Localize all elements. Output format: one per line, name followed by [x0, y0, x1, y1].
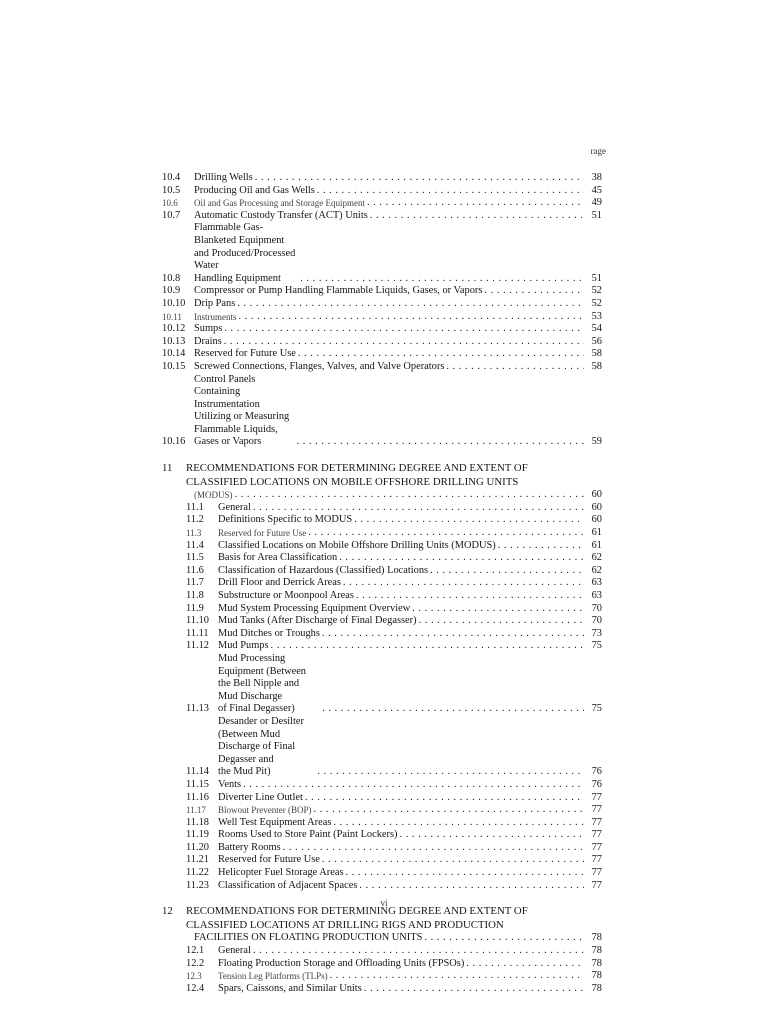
toc-entry[interactable] — [162, 311, 602, 324]
page-number: 70 — [591, 602, 602, 614]
entry-number: 10.7 — [162, 209, 181, 221]
section-12 — [162, 905, 602, 995]
table-of-contents — [162, 172, 602, 995]
section-title-line-3: (MODUS) — [194, 490, 233, 501]
page-number: 63 — [591, 577, 602, 589]
toc-entry[interactable] — [162, 653, 602, 716]
entry-title: Reserved for Future Use — [194, 348, 296, 360]
entry-number: 10.9 — [162, 285, 181, 297]
dot-leader — [317, 766, 584, 779]
entry-number: 10.4 — [162, 172, 181, 183]
entry-title: Drains — [194, 335, 222, 347]
entry-number: 11.18 — [186, 816, 209, 828]
entry-number: 11.11 — [186, 627, 209, 639]
page-number: 77 — [591, 816, 602, 828]
entry-number: 10.10 — [162, 297, 186, 309]
page-number: 78 — [591, 957, 602, 969]
page-number: 60 — [591, 501, 602, 513]
page-number: 77 — [591, 791, 602, 803]
section-title-line-2: CLASSIFIED LOCATIONS AT DRILLING RIGS AND PRODUCTION — [186, 918, 504, 931]
page-number: 60 — [591, 514, 602, 526]
dot-leader — [239, 311, 585, 324]
entry-title: Floating Production Storage and Offloading Units (FPSOs) — [218, 957, 465, 969]
entry-title: Oil and Gas Processing and Storage Equipment — [194, 198, 365, 209]
dot-leader — [346, 867, 584, 880]
dot-leader — [400, 829, 584, 842]
toc-entry[interactable] — [162, 527, 602, 540]
entry-title-line-2: the Mud Pit) — [218, 766, 271, 778]
page-number: 78 — [591, 970, 602, 982]
page-number: 76 — [591, 778, 602, 790]
entry-title: Reserved for Future Use — [218, 528, 307, 539]
page-number: 49 — [591, 197, 602, 209]
dot-leader — [430, 565, 584, 578]
toc-entry[interactable] — [162, 285, 602, 298]
dot-leader — [498, 540, 584, 553]
toc-entry[interactable] — [162, 716, 602, 779]
toc-entry[interactable] — [162, 348, 602, 361]
page-number: 77 — [591, 879, 602, 891]
toc-entry[interactable] — [162, 502, 602, 515]
dot-leader — [322, 628, 584, 641]
entry-number: 11.22 — [186, 867, 209, 879]
entry-number: 11.19 — [186, 829, 209, 841]
page-number: 58 — [591, 360, 602, 372]
page-number: 38 — [591, 172, 602, 183]
entry-title: Diverter Line Outlet — [218, 791, 303, 803]
dot-leader — [308, 527, 584, 540]
entry-number: 12.2 — [186, 957, 205, 969]
toc-entry[interactable] — [162, 628, 602, 641]
page-number: 45 — [591, 184, 602, 196]
entry-title: Producing Oil and Gas Wells — [194, 184, 315, 196]
entry-title: Spars, Caissons, and Similar Units — [218, 982, 362, 994]
toc-entry[interactable] — [162, 792, 602, 805]
dot-leader — [424, 932, 584, 945]
page-number: 60 — [591, 489, 602, 501]
entry-number: 10.5 — [162, 184, 181, 196]
entry-title-line-2: Flammable Liquids, Gases or Vapors — [194, 423, 278, 448]
entry-number: 12.1 — [186, 945, 205, 957]
dot-leader — [253, 502, 584, 515]
section-12-entries — [162, 945, 602, 995]
entry-title-line-1: Desander or Desilter (Between Mud Discharge of Final Degasser and — [218, 715, 304, 765]
entry-number: 11.2 — [186, 514, 204, 526]
page-number: 75 — [591, 640, 602, 652]
toc-entry[interactable] — [162, 514, 602, 527]
entry-number: 10.15 — [162, 360, 186, 372]
page-number: 73 — [591, 627, 602, 639]
dot-leader — [412, 603, 584, 616]
entry-number: 10.14 — [162, 348, 186, 360]
section-number: 11 — [162, 462, 173, 475]
dot-leader — [484, 285, 584, 298]
entry-number: 11.4 — [186, 539, 204, 551]
page-number: 62 — [591, 564, 602, 576]
entry-number: 11.7 — [186, 577, 204, 589]
page-number: 56 — [591, 335, 602, 347]
entry-title: General — [218, 501, 251, 513]
section-title-line-1: RECOMMENDATIONS FOR DETERMINING DEGREE AND EXTENT OF — [186, 905, 528, 918]
entry-title: General — [218, 945, 251, 957]
dot-leader — [333, 817, 584, 830]
page-number: 75 — [591, 703, 602, 715]
entry-number: 11.20 — [186, 841, 209, 853]
section-12-title-last-line[interactable] — [138, 932, 602, 945]
toc-entry[interactable] — [162, 323, 602, 336]
dot-leader — [224, 336, 584, 349]
entry-title: Rooms Used to Store Paint (Paint Lockers) — [218, 829, 398, 841]
entry-title: Well Test Equipment Areas — [218, 816, 332, 828]
page-number: 78 — [591, 945, 602, 957]
page-number: 77 — [591, 804, 602, 816]
entry-title-line-1: Control Panels Containing Instrumentation Utilizing or Measuring — [194, 373, 290, 423]
entry-title: Helicopter Fuel Storage Areas — [218, 867, 344, 879]
entry-number: 12.3 — [186, 971, 202, 982]
toc-entry[interactable] — [162, 172, 602, 185]
entry-number: 11.17 — [186, 805, 206, 816]
page-number: 78 — [591, 982, 602, 994]
page-number: 52 — [591, 285, 602, 297]
entry-number: 11.14 — [186, 766, 209, 778]
page-header-label: rage — [590, 146, 606, 156]
toc-entry[interactable] — [162, 983, 602, 996]
toc-entry[interactable] — [162, 880, 602, 893]
page-number: 62 — [591, 552, 602, 564]
toc-entry[interactable] — [162, 565, 602, 578]
entry-title-line-1: Flammable Gas-Blanketed Equipment and Produced/Processed Water — [194, 222, 296, 272]
dot-leader — [314, 804, 585, 817]
entry-title: Mud Tanks (After Discharge of Final Degasser) — [218, 615, 417, 627]
page-number: 77 — [591, 841, 602, 853]
toc-entry[interactable] — [162, 197, 602, 210]
entry-title: Tension Leg Platforms (TLPs) — [218, 971, 328, 982]
entry-number: 10.8 — [162, 272, 181, 284]
dot-leader — [359, 880, 584, 893]
dot-leader — [243, 779, 584, 792]
section-11-title-last-line[interactable] — [138, 489, 602, 502]
section-11 — [162, 462, 602, 892]
toc-entry[interactable] — [162, 970, 602, 983]
dot-leader — [322, 854, 584, 867]
entry-title: Reserved for Future Use — [218, 854, 320, 866]
page-number: 54 — [591, 323, 602, 335]
dot-leader — [367, 197, 584, 210]
entry-title: Basis for Area Classification — [218, 552, 338, 564]
toc-entry[interactable] — [162, 552, 602, 565]
dot-leader — [300, 273, 584, 286]
entry-title-line-2: Handling Equipment — [194, 272, 281, 284]
entry-title: Screwed Connections, Flanges, Valves, and Valve Operators — [194, 360, 445, 372]
entry-title: Battery Rooms — [218, 841, 281, 853]
dot-leader — [235, 489, 584, 502]
entry-title: Compressor or Pump Handling Flammable Liquids, Gases, or Vapors — [194, 285, 483, 297]
entry-title: Drilling Wells — [194, 172, 253, 183]
dot-leader — [354, 514, 584, 527]
dot-leader — [253, 945, 584, 958]
dot-leader — [343, 577, 584, 590]
entry-title: Mud System Processing Equipment Overview — [218, 602, 411, 614]
dot-leader — [356, 590, 584, 603]
entry-number: 11.12 — [186, 640, 209, 652]
entry-number: 11.13 — [186, 703, 209, 715]
entry-number: 11.9 — [186, 602, 204, 614]
page-number: 76 — [591, 766, 602, 778]
section-title-line-3: FACILITIES ON FLOATING PRODUCTION UNITS — [194, 932, 423, 944]
entry-title: Instruments — [194, 311, 237, 322]
page-number: 51 — [591, 272, 602, 284]
page-footer-number: vi — [380, 898, 388, 908]
page-number: 58 — [591, 348, 602, 360]
dot-leader — [305, 792, 584, 805]
dot-leader — [317, 185, 584, 198]
section-11-entries — [162, 502, 602, 892]
entry-title-line-2: of Final Degasser) — [218, 703, 295, 715]
entry-number: 11.1 — [186, 501, 204, 513]
entry-title: Classified Locations on Mobile Offshore Drilling Units (MODUS) — [218, 539, 496, 551]
page-number: 59 — [591, 436, 602, 448]
dot-leader — [370, 210, 584, 223]
toc-entry[interactable] — [162, 361, 602, 374]
page-number: 77 — [591, 867, 602, 879]
dot-leader — [330, 970, 584, 983]
dot-leader — [224, 323, 584, 336]
entry-number: 10.11 — [162, 311, 182, 322]
section-title-line-2: CLASSIFIED LOCATIONS ON MOBILE OFFSHORE DRILLING UNITS — [186, 475, 519, 488]
entry-title: Mud Ditches or Troughs — [218, 627, 320, 639]
toc-entry[interactable] — [162, 298, 602, 311]
dot-leader — [364, 983, 584, 996]
section-10-entries — [162, 172, 602, 449]
dot-leader — [322, 703, 584, 716]
toc-entry[interactable] — [162, 640, 602, 653]
dot-leader — [237, 298, 584, 311]
toc-entry[interactable] — [162, 829, 602, 842]
section-12-heading — [162, 905, 602, 932]
entry-title: Sumps — [194, 323, 223, 335]
page-number: 70 — [591, 615, 602, 627]
entry-title-line-1: Mud Processing Equipment (Between the Bell Nipple and Mud Discharge — [218, 652, 307, 702]
dot-leader — [446, 361, 584, 374]
entry-number: 12.4 — [186, 982, 205, 994]
section-number: 12 — [162, 905, 173, 918]
entry-number: 11.21 — [186, 854, 209, 866]
toc-entry[interactable] — [162, 958, 602, 971]
entry-number: 10.12 — [162, 323, 186, 335]
toc-entry[interactable] — [162, 577, 602, 590]
page-number: 61 — [591, 527, 602, 539]
entry-title: Mud Pumps — [218, 640, 269, 652]
page-number: 52 — [591, 297, 602, 309]
entry-title: Blowout Preventer (BOP) — [218, 805, 312, 816]
entry-title: Automatic Custody Transfer (ACT) Units — [194, 209, 368, 221]
entry-number: 11.10 — [186, 615, 209, 627]
entry-title: Definitions Specific to MODUS — [218, 514, 353, 526]
toc-entry[interactable] — [162, 210, 602, 223]
entry-number: 11.23 — [186, 879, 209, 891]
dot-leader — [283, 842, 584, 855]
entry-title: Classification of Hazardous (Classified) Locations — [218, 564, 429, 576]
dot-leader — [419, 615, 584, 628]
entry-title: Substructure or Moonpool Areas — [218, 590, 354, 601]
page-number: 63 — [591, 590, 602, 601]
toc-entry[interactable] — [162, 842, 602, 855]
dot-leader — [255, 172, 584, 185]
dot-leader — [466, 958, 584, 971]
page-number: 61 — [591, 539, 602, 551]
entry-title: Drill Floor and Derrick Areas — [218, 577, 341, 589]
entry-number: 11.15 — [186, 778, 209, 790]
toc-entry[interactable] — [162, 540, 602, 553]
entry-title: Classification of Adjacent Spaces — [218, 879, 358, 891]
dot-leader — [271, 640, 584, 653]
toc-entry[interactable] — [162, 615, 602, 628]
toc-entry[interactable] — [162, 590, 602, 603]
dot-leader — [339, 552, 584, 565]
toc-entry[interactable] — [162, 779, 602, 792]
page-number: 51 — [591, 209, 602, 221]
entry-title: Vents — [218, 778, 242, 790]
section-11-heading — [162, 462, 602, 489]
toc-entry[interactable] — [162, 185, 602, 198]
dot-leader — [297, 436, 584, 449]
section-title-line-1: RECOMMENDATIONS FOR DETERMINING DEGREE AND EXTENT OF — [186, 462, 528, 475]
toc-entry[interactable] — [162, 336, 602, 349]
page-number: 78 — [591, 932, 602, 944]
toc-entry[interactable] — [162, 603, 602, 616]
entry-number: 10.16 — [162, 436, 186, 448]
toc-entry[interactable] — [162, 945, 602, 958]
toc-entry[interactable] — [162, 817, 602, 830]
page-number: 77 — [591, 829, 602, 841]
toc-entry[interactable] — [162, 804, 602, 817]
entry-number: 10.6 — [162, 198, 178, 209]
entry-number: 10.13 — [162, 335, 186, 347]
toc-entry[interactable] — [162, 854, 602, 867]
entry-number: 11.3 — [186, 528, 202, 539]
entry-number: 11.16 — [186, 791, 209, 803]
page-number: 77 — [591, 854, 602, 866]
toc-entry[interactable] — [162, 374, 602, 450]
page-number: 53 — [591, 310, 602, 322]
entry-number: 11.6 — [186, 564, 204, 576]
dot-leader — [298, 348, 584, 361]
entry-number: 11.5 — [186, 552, 204, 564]
entry-number: 11.8 — [186, 590, 204, 601]
toc-entry[interactable] — [162, 222, 602, 285]
toc-entry[interactable] — [162, 867, 602, 880]
entry-title: Drip Pans — [194, 297, 236, 309]
